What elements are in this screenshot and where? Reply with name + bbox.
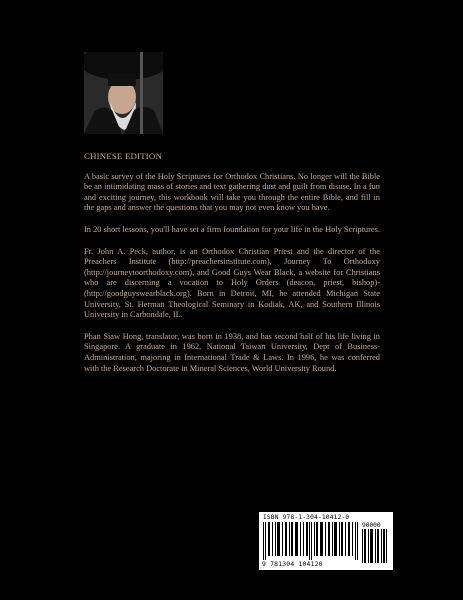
addon-barcode-bars xyxy=(362,529,388,563)
lessons-paragraph: In 20 short lessons, you'll have set a firm foundation for your life in the Holy Scriptures. xyxy=(84,224,380,234)
barcode-digits: 9 781304 104120 xyxy=(262,560,323,568)
isbn-label: ISBN 978-1-304-10412-0 xyxy=(263,514,350,521)
author-bio-paragraph: Fr. John A. Peck, author, is an Orthodox Christian Priest and the director of the Preachers Institute (http://preachersinstitute.com), Journey To Orthodoxy (http://journeytoorthodoxy.com), and Good Guys Wear Black, a website for Christians who are discerning a vocation to Holy Orders (deacon, priest, bishop)-(http://goodguyswearblack.org). Born in Detroit, MI, he attended Michigan State University, St. Herman Theological Seminary in Kodiak, AK, and Southern Illinois University in Carbondale, IL. xyxy=(84,246,380,320)
ean-barcode-bars xyxy=(263,522,359,560)
author-portrait xyxy=(84,52,163,134)
price-addon-digits: 90000 xyxy=(362,522,381,529)
back-cover-text xyxy=(84,151,380,385)
isbn-barcode xyxy=(259,512,393,570)
description-paragraph: A basic survey of the Holy Scriptures for Orthodox Christians. No longer will the Bible be an intimidating mass of stories and text gathering dust and guilt from disuse. In a fun and exciting journey, this workbook will take you through the entire Bible, and fill in the gaps and answer the questions that you may not even know you have. xyxy=(84,171,380,213)
translator-bio-paragraph: Phan Siaw Hong, translator, was born in 1938, and has second half of his life living in Singapore. A graduate in 1962, National Taiwan University, Dept of Business-Administration, majoring in International Trade & Laws. In 1996, he was conferred with the Research Doctorate in Mineral Sciences, World University Round. xyxy=(84,331,380,373)
edition-label: CHINESE EDITION xyxy=(84,151,163,161)
